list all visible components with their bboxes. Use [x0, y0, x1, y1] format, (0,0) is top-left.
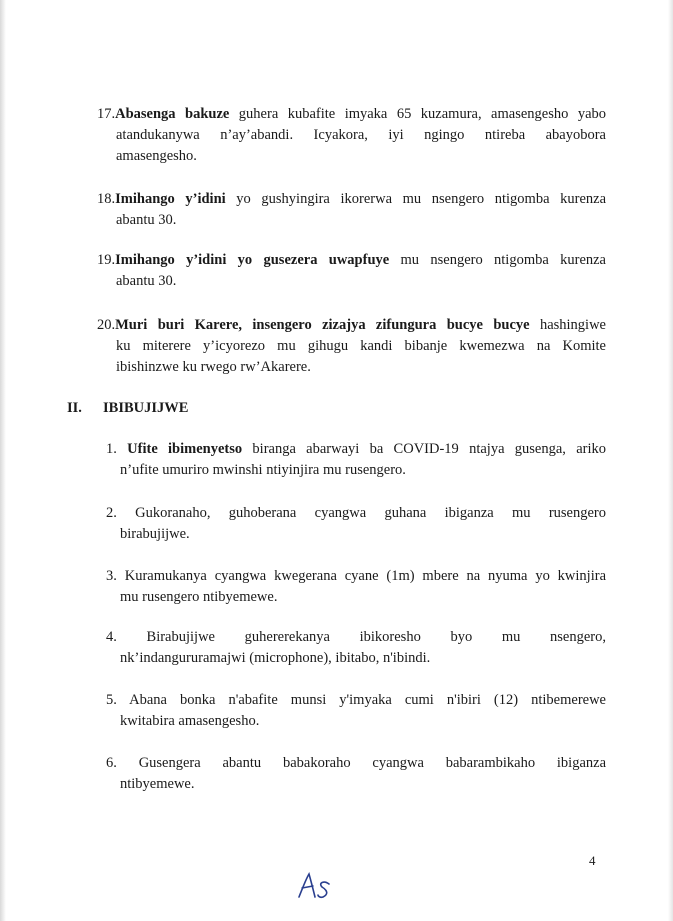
- list-item-3: [106, 566, 606, 608]
- item-number: 5.: [106, 692, 117, 708]
- item-text: biranga abarwayi ba COVID-19 ntajya gusenga, ariko: [242, 441, 607, 457]
- item-number: 2.: [106, 505, 117, 521]
- item-text: Gukoranaho, guhoberana cyangwa guhana ibiganza mu rusengero: [135, 505, 606, 521]
- page-number: 4: [589, 853, 596, 868]
- list-item-20-line-3: ibishinzwe ku rwego rw’Akarere.: [116, 359, 311, 375]
- list-item-17-line-3: amasengesho.: [116, 148, 197, 164]
- list-item-1-line-2: n’ufite umuriro mwinshi ntiyinjira mu rusengero.: [120, 462, 406, 478]
- item-bold-text: Imihango y’idini: [115, 191, 226, 207]
- handwritten-initials: [296, 871, 334, 906]
- list-item-4-line-2: nk’indangururamajwi (microphone), ibitabo, n'ibindi.: [120, 650, 431, 666]
- list-item-5-line-1: [106, 690, 606, 711]
- list-item-17-line-1: [97, 104, 606, 125]
- list-item-18: [97, 189, 606, 231]
- list-item-5-line-2: kwitabira amasengesho.: [120, 713, 260, 729]
- item-number: 19.: [97, 252, 116, 268]
- scan-edge-left: [0, 0, 6, 921]
- list-item-4: [106, 627, 606, 669]
- list-item-20: [97, 315, 606, 378]
- list-item-19-line-2: abantu 30.: [116, 273, 177, 289]
- list-item-4-line-1: [106, 627, 606, 648]
- list-item-2: [106, 503, 606, 545]
- list-item-19: [97, 250, 606, 292]
- list-item-18-line-2: abantu 30.: [116, 212, 177, 228]
- list-item-19-line-1: [97, 250, 606, 271]
- list-item-6-line-1: [106, 753, 606, 774]
- list-item-2-line-2: birabujijwe.: [120, 526, 190, 542]
- item-bold-text: Muri buri Karere, insengero zizajya zifungura bucye bucye: [115, 317, 530, 333]
- item-text: Birabujijwe guhererekanya ibikoresho byo mu nsengero,: [146, 629, 607, 645]
- item-text: Kuramukanya cyangwa kwegerana cyane (1m) mbere na nyuma yo kwinjira: [124, 568, 607, 584]
- item-bold-text: Abasenga bakuze: [115, 106, 230, 122]
- list-item-6: [106, 753, 606, 795]
- initials-signature-icon: [296, 871, 334, 901]
- item-number: 18.: [97, 191, 116, 207]
- scan-edge-right: [668, 0, 673, 921]
- list-item-17-line-2: atandukanywa n’ay’abandi. Icyakora, iyi ngingo ntireba abayobora: [116, 127, 606, 143]
- item-number: 17.: [97, 106, 116, 122]
- list-item-5: [106, 690, 606, 732]
- section-title: IBIBUJIJWE: [103, 400, 189, 416]
- list-item-20-line-2: ku miterere y’icyorezo mu gihugu kandi bibanje kwemezwa na Komite: [116, 338, 606, 354]
- item-text: yo gushyingira ikorerwa mu nsengero ntigomba kurenza: [225, 191, 607, 207]
- list-item-6-line-2: ntibyemewe.: [120, 776, 195, 792]
- item-bold-text: Ufite ibimenyetso: [127, 441, 243, 457]
- section-heading: [67, 400, 188, 417]
- item-number: 3.: [106, 568, 117, 584]
- list-item-3-line-1: [106, 566, 606, 587]
- section-number: II.: [67, 400, 82, 416]
- item-text: Gusengera abantu babakoraho cyangwa babarambikaho ibiganza: [138, 755, 607, 771]
- item-text: mu nsengero ntigomba kurenza: [389, 252, 606, 268]
- list-item-1-line-1: [106, 439, 606, 460]
- item-number: 4.: [106, 629, 117, 645]
- list-item-1: [106, 439, 606, 481]
- list-item-18-line-1: [97, 189, 606, 210]
- item-number: 1.: [106, 441, 117, 457]
- list-item-3-line-2: mu rusengero ntibyemewe.: [120, 589, 278, 605]
- item-number: 20.: [97, 317, 116, 333]
- list-item-17: [97, 104, 606, 167]
- item-text: Abana bonka n'abafite munsi y'imyaka cumi n'ibiri (12) ntibemerewe: [129, 692, 606, 708]
- list-item-20-line-1: [97, 315, 606, 336]
- item-text: guhera kubafite imyaka 65 kuzamura, amasengesho yabo: [229, 106, 607, 122]
- item-text: hashingiwe: [529, 317, 606, 333]
- item-number: 6.: [106, 755, 117, 771]
- item-bold-text: Imihango y’idini yo gusezera uwapfuye: [115, 252, 390, 268]
- list-item-2-line-1: [106, 503, 606, 524]
